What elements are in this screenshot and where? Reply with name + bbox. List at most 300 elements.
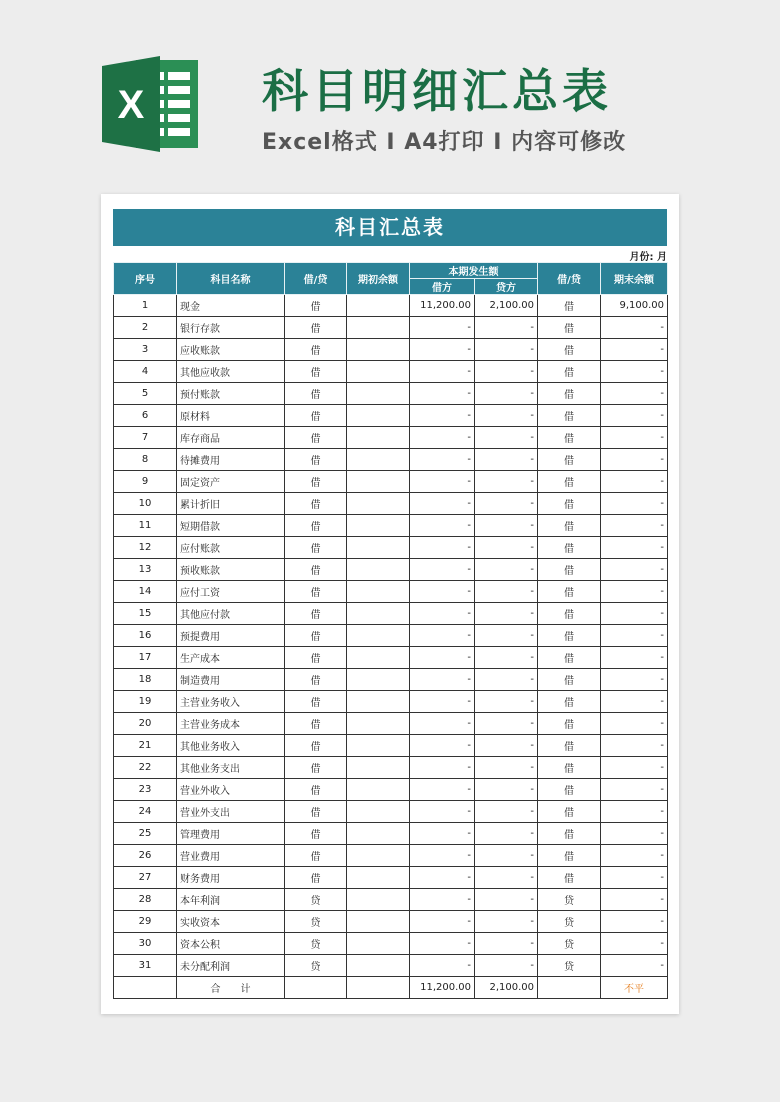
direction-end: 借	[538, 647, 601, 669]
direction-end: 借	[538, 801, 601, 823]
col-header-index: 序号	[114, 263, 177, 295]
account-name: 其他业务支出	[177, 757, 285, 779]
row-index: 24	[114, 801, 177, 823]
row-index: 20	[114, 713, 177, 735]
credit-amount: -	[475, 537, 538, 559]
account-name: 预收账款	[177, 559, 285, 581]
table-row	[114, 427, 668, 449]
table-row	[114, 625, 668, 647]
debit-amount: -	[410, 449, 475, 471]
credit-amount: -	[475, 581, 538, 603]
credit-amount: -	[475, 845, 538, 867]
debit-amount: -	[410, 713, 475, 735]
closing-balance: -	[601, 559, 668, 581]
row-index: 27	[114, 867, 177, 889]
table-row	[114, 581, 668, 603]
row-index: 6	[114, 405, 177, 427]
closing-balance: -	[601, 383, 668, 405]
account-name: 未分配利润	[177, 955, 285, 977]
credit-amount: -	[475, 911, 538, 933]
table-row	[114, 317, 668, 339]
opening-balance	[347, 823, 410, 845]
col-header-debit: 借方	[410, 279, 475, 295]
direction-end: 借	[538, 559, 601, 581]
direction-end: 借	[538, 823, 601, 845]
direction-end: 借	[538, 493, 601, 515]
credit-amount: -	[475, 625, 538, 647]
account-name: 营业外支出	[177, 801, 285, 823]
credit-amount: -	[475, 361, 538, 383]
table-row	[114, 735, 668, 757]
opening-balance	[347, 339, 410, 361]
page-title: 科目明细汇总表	[262, 64, 612, 118]
credit-amount: -	[475, 669, 538, 691]
table-row	[114, 757, 668, 779]
closing-balance: -	[601, 867, 668, 889]
direction-end: 借	[538, 383, 601, 405]
table-row	[114, 383, 668, 405]
account-name: 应付工资	[177, 581, 285, 603]
debit-amount: -	[410, 537, 475, 559]
direction-end: 借	[538, 449, 601, 471]
account-name: 其他业务收入	[177, 735, 285, 757]
account-name: 预提费用	[177, 625, 285, 647]
direction-end: 借	[538, 427, 601, 449]
row-index: 19	[114, 691, 177, 713]
account-name: 财务费用	[177, 867, 285, 889]
direction-end: 贷	[538, 889, 601, 911]
table-row	[114, 647, 668, 669]
opening-balance	[347, 867, 410, 889]
direction-start: 借	[285, 713, 347, 735]
account-name: 本年利润	[177, 889, 285, 911]
col-header-dir-start: 借/贷	[285, 263, 347, 295]
account-name: 待摊费用	[177, 449, 285, 471]
closing-balance: -	[601, 845, 668, 867]
row-index: 8	[114, 449, 177, 471]
closing-balance: -	[601, 691, 668, 713]
debit-amount: -	[410, 911, 475, 933]
account-name: 原材料	[177, 405, 285, 427]
account-name: 制造费用	[177, 669, 285, 691]
debit-amount: -	[410, 757, 475, 779]
credit-amount: 2,100.00	[475, 295, 538, 317]
debit-amount: -	[410, 625, 475, 647]
direction-start: 借	[285, 471, 347, 493]
row-index: 28	[114, 889, 177, 911]
opening-balance	[347, 735, 410, 757]
table-row	[114, 911, 668, 933]
direction-end: 借	[538, 295, 601, 317]
row-index: 26	[114, 845, 177, 867]
account-name: 其他应付款	[177, 603, 285, 625]
opening-balance	[347, 471, 410, 493]
opening-balance	[347, 691, 410, 713]
col-header-credit: 贷方	[475, 279, 538, 295]
opening-balance	[347, 559, 410, 581]
opening-balance	[347, 405, 410, 427]
table-row	[114, 845, 668, 867]
table-row	[114, 559, 668, 581]
closing-balance: -	[601, 801, 668, 823]
closing-balance: -	[601, 515, 668, 537]
table-row	[114, 669, 668, 691]
direction-start: 借	[285, 845, 347, 867]
table-row	[114, 691, 668, 713]
credit-amount: -	[475, 691, 538, 713]
opening-balance	[347, 801, 410, 823]
direction-start: 借	[285, 361, 347, 383]
row-index: 13	[114, 559, 177, 581]
table-row	[114, 361, 668, 383]
direction-end: 借	[538, 669, 601, 691]
account-name: 应收账款	[177, 339, 285, 361]
row-index: 22	[114, 757, 177, 779]
table-row	[114, 339, 668, 361]
opening-balance	[347, 933, 410, 955]
closing-balance: -	[601, 955, 668, 977]
closing-balance: -	[601, 317, 668, 339]
credit-amount: -	[475, 559, 538, 581]
debit-amount: -	[410, 427, 475, 449]
debit-amount: -	[410, 581, 475, 603]
table-row	[114, 889, 668, 911]
row-index: 7	[114, 427, 177, 449]
opening-balance	[347, 845, 410, 867]
closing-balance: -	[601, 581, 668, 603]
closing-balance: -	[601, 339, 668, 361]
direction-start: 借	[285, 691, 347, 713]
table-row	[114, 449, 668, 471]
debit-amount: -	[410, 801, 475, 823]
table-row	[114, 295, 668, 317]
direction-start: 借	[285, 823, 347, 845]
closing-balance: -	[601, 405, 668, 427]
row-index: 23	[114, 779, 177, 801]
account-name: 短期借款	[177, 515, 285, 537]
account-name: 营业外收入	[177, 779, 285, 801]
closing-balance: -	[601, 537, 668, 559]
direction-start: 借	[285, 559, 347, 581]
opening-balance	[347, 647, 410, 669]
direction-start: 借	[285, 405, 347, 427]
row-index: 3	[114, 339, 177, 361]
debit-amount: -	[410, 339, 475, 361]
debit-amount: -	[410, 603, 475, 625]
closing-balance: -	[601, 647, 668, 669]
debit-amount: -	[410, 669, 475, 691]
row-index: 29	[114, 911, 177, 933]
direction-end: 借	[538, 581, 601, 603]
credit-amount: -	[475, 933, 538, 955]
row-index: 14	[114, 581, 177, 603]
direction-end: 借	[538, 339, 601, 361]
closing-balance: -	[601, 361, 668, 383]
table-row	[114, 955, 668, 977]
closing-balance: -	[601, 757, 668, 779]
account-name: 实收资本	[177, 911, 285, 933]
direction-start: 借	[285, 735, 347, 757]
credit-amount: -	[475, 317, 538, 339]
credit-amount: -	[475, 867, 538, 889]
credit-amount: -	[475, 889, 538, 911]
table-row	[114, 823, 668, 845]
direction-end: 借	[538, 537, 601, 559]
closing-balance: -	[601, 449, 668, 471]
total-row	[114, 977, 668, 999]
direction-start: 借	[285, 339, 347, 361]
direction-start: 借	[285, 779, 347, 801]
credit-amount: -	[475, 427, 538, 449]
page-subtitle: Excel格式 I A4打印 I 内容可修改	[262, 130, 627, 155]
credit-amount: -	[475, 339, 538, 361]
account-name: 主营业务成本	[177, 713, 285, 735]
total-credit: 2,100.00	[475, 977, 538, 999]
direction-start: 借	[285, 867, 347, 889]
row-index: 21	[114, 735, 177, 757]
table-row	[114, 933, 668, 955]
direction-start: 借	[285, 493, 347, 515]
debit-amount: -	[410, 933, 475, 955]
table-row	[114, 405, 668, 427]
table-row	[114, 515, 668, 537]
col-header-closing: 期末余额	[601, 263, 668, 295]
credit-amount: -	[475, 383, 538, 405]
opening-balance	[347, 779, 410, 801]
row-index: 12	[114, 537, 177, 559]
table-row	[114, 867, 668, 889]
credit-amount: -	[475, 471, 538, 493]
debit-amount: -	[410, 691, 475, 713]
summary-table	[113, 262, 668, 999]
debit-amount: -	[410, 823, 475, 845]
table-row	[114, 603, 668, 625]
direction-end: 借	[538, 625, 601, 647]
credit-amount: -	[475, 823, 538, 845]
direction-start: 贷	[285, 889, 347, 911]
opening-balance	[347, 955, 410, 977]
direction-start: 借	[285, 537, 347, 559]
debit-amount: -	[410, 779, 475, 801]
opening-balance	[347, 383, 410, 405]
credit-amount: -	[475, 757, 538, 779]
direction-end: 借	[538, 361, 601, 383]
direction-end: 借	[538, 471, 601, 493]
opening-balance	[347, 493, 410, 515]
account-name: 资本公积	[177, 933, 285, 955]
table-row	[114, 471, 668, 493]
account-name: 累计折旧	[177, 493, 285, 515]
account-name: 其他应收款	[177, 361, 285, 383]
credit-amount: -	[475, 405, 538, 427]
opening-balance	[347, 757, 410, 779]
closing-balance: -	[601, 625, 668, 647]
account-name: 管理费用	[177, 823, 285, 845]
opening-balance	[347, 625, 410, 647]
col-header-dir-end: 借/贷	[538, 263, 601, 295]
direction-start: 借	[285, 427, 347, 449]
row-index: 9	[114, 471, 177, 493]
direction-end: 借	[538, 735, 601, 757]
direction-start: 借	[285, 581, 347, 603]
table-row	[114, 493, 668, 515]
col-header-period: 本期发生额	[410, 263, 538, 279]
total-debit: 11,200.00	[410, 977, 475, 999]
debit-amount: -	[410, 867, 475, 889]
direction-start: 贷	[285, 933, 347, 955]
opening-balance	[347, 295, 410, 317]
direction-start: 借	[285, 603, 347, 625]
debit-amount: 11,200.00	[410, 295, 475, 317]
account-name: 固定资产	[177, 471, 285, 493]
account-name: 主营业务收入	[177, 691, 285, 713]
row-index: 15	[114, 603, 177, 625]
opening-balance	[347, 581, 410, 603]
credit-amount: -	[475, 801, 538, 823]
closing-balance: -	[601, 427, 668, 449]
closing-balance: -	[601, 669, 668, 691]
credit-amount: -	[475, 955, 538, 977]
direction-start: 借	[285, 317, 347, 339]
closing-balance: -	[601, 493, 668, 515]
col-header-name: 科目名称	[177, 263, 285, 295]
direction-start: 借	[285, 647, 347, 669]
closing-balance: 9,100.00	[601, 295, 668, 317]
direction-start: 借	[285, 801, 347, 823]
credit-amount: -	[475, 735, 538, 757]
opening-balance	[347, 889, 410, 911]
direction-end: 借	[538, 691, 601, 713]
document-sheet	[101, 194, 679, 1014]
direction-end: 借	[538, 713, 601, 735]
opening-balance	[347, 427, 410, 449]
direction-start: 借	[285, 669, 347, 691]
table-row	[114, 779, 668, 801]
closing-balance: -	[601, 779, 668, 801]
account-name: 生产成本	[177, 647, 285, 669]
credit-amount: -	[475, 449, 538, 471]
closing-balance: -	[601, 933, 668, 955]
total-label: 合 计	[177, 977, 285, 999]
account-name: 银行存款	[177, 317, 285, 339]
direction-start: 贷	[285, 955, 347, 977]
direction-end: 借	[538, 757, 601, 779]
table-row	[114, 537, 668, 559]
opening-balance	[347, 669, 410, 691]
credit-amount: -	[475, 713, 538, 735]
credit-amount: -	[475, 493, 538, 515]
row-index: 11	[114, 515, 177, 537]
logo-letter: X	[117, 83, 145, 127]
direction-start: 借	[285, 515, 347, 537]
row-index: 16	[114, 625, 177, 647]
table-row	[114, 713, 668, 735]
account-name: 现金	[177, 295, 285, 317]
opening-balance	[347, 361, 410, 383]
direction-start: 借	[285, 449, 347, 471]
row-index: 30	[114, 933, 177, 955]
direction-end: 借	[538, 515, 601, 537]
opening-balance	[347, 317, 410, 339]
direction-start: 贷	[285, 911, 347, 933]
closing-balance: -	[601, 889, 668, 911]
direction-end: 借	[538, 867, 601, 889]
opening-balance	[347, 911, 410, 933]
account-name: 应付账款	[177, 537, 285, 559]
row-index: 18	[114, 669, 177, 691]
row-index: 10	[114, 493, 177, 515]
direction-end: 借	[538, 845, 601, 867]
closing-balance: -	[601, 713, 668, 735]
credit-amount: -	[475, 515, 538, 537]
closing-balance: -	[601, 471, 668, 493]
credit-amount: -	[475, 779, 538, 801]
debit-amount: -	[410, 405, 475, 427]
debit-amount: -	[410, 361, 475, 383]
direction-end: 贷	[538, 911, 601, 933]
closing-balance: -	[601, 735, 668, 757]
row-index: 5	[114, 383, 177, 405]
direction-start: 借	[285, 295, 347, 317]
opening-balance	[347, 713, 410, 735]
sheet-title: 科目汇总表	[113, 209, 667, 246]
direction-end: 借	[538, 603, 601, 625]
row-index: 4	[114, 361, 177, 383]
header	[0, 0, 780, 190]
closing-balance: -	[601, 911, 668, 933]
credit-amount: -	[475, 647, 538, 669]
direction-start: 借	[285, 383, 347, 405]
credit-amount: -	[475, 603, 538, 625]
closing-balance: -	[601, 603, 668, 625]
direction-end: 借	[538, 779, 601, 801]
debit-amount: -	[410, 317, 475, 339]
direction-end: 贷	[538, 955, 601, 977]
opening-balance	[347, 537, 410, 559]
debit-amount: -	[410, 493, 475, 515]
row-index: 2	[114, 317, 177, 339]
row-index: 1	[114, 295, 177, 317]
debit-amount: -	[410, 955, 475, 977]
direction-end: 借	[538, 405, 601, 427]
row-index: 25	[114, 823, 177, 845]
direction-end: 贷	[538, 933, 601, 955]
direction-start: 借	[285, 757, 347, 779]
debit-amount: -	[410, 471, 475, 493]
debit-amount: -	[410, 515, 475, 537]
debit-amount: -	[410, 559, 475, 581]
debit-amount: -	[410, 647, 475, 669]
month-label: 月份: 月	[629, 252, 667, 263]
balance-status: 不平	[601, 977, 668, 999]
opening-balance	[347, 449, 410, 471]
closing-balance: -	[601, 823, 668, 845]
opening-balance	[347, 603, 410, 625]
direction-end: 借	[538, 317, 601, 339]
table-row	[114, 801, 668, 823]
account-name: 营业费用	[177, 845, 285, 867]
debit-amount: -	[410, 889, 475, 911]
row-index: 31	[114, 955, 177, 977]
debit-amount: -	[410, 383, 475, 405]
opening-balance	[347, 515, 410, 537]
excel-logo-icon	[102, 56, 202, 152]
col-header-opening: 期初余额	[347, 263, 410, 295]
debit-amount: -	[410, 845, 475, 867]
debit-amount: -	[410, 735, 475, 757]
direction-start: 借	[285, 625, 347, 647]
account-name: 库存商品	[177, 427, 285, 449]
